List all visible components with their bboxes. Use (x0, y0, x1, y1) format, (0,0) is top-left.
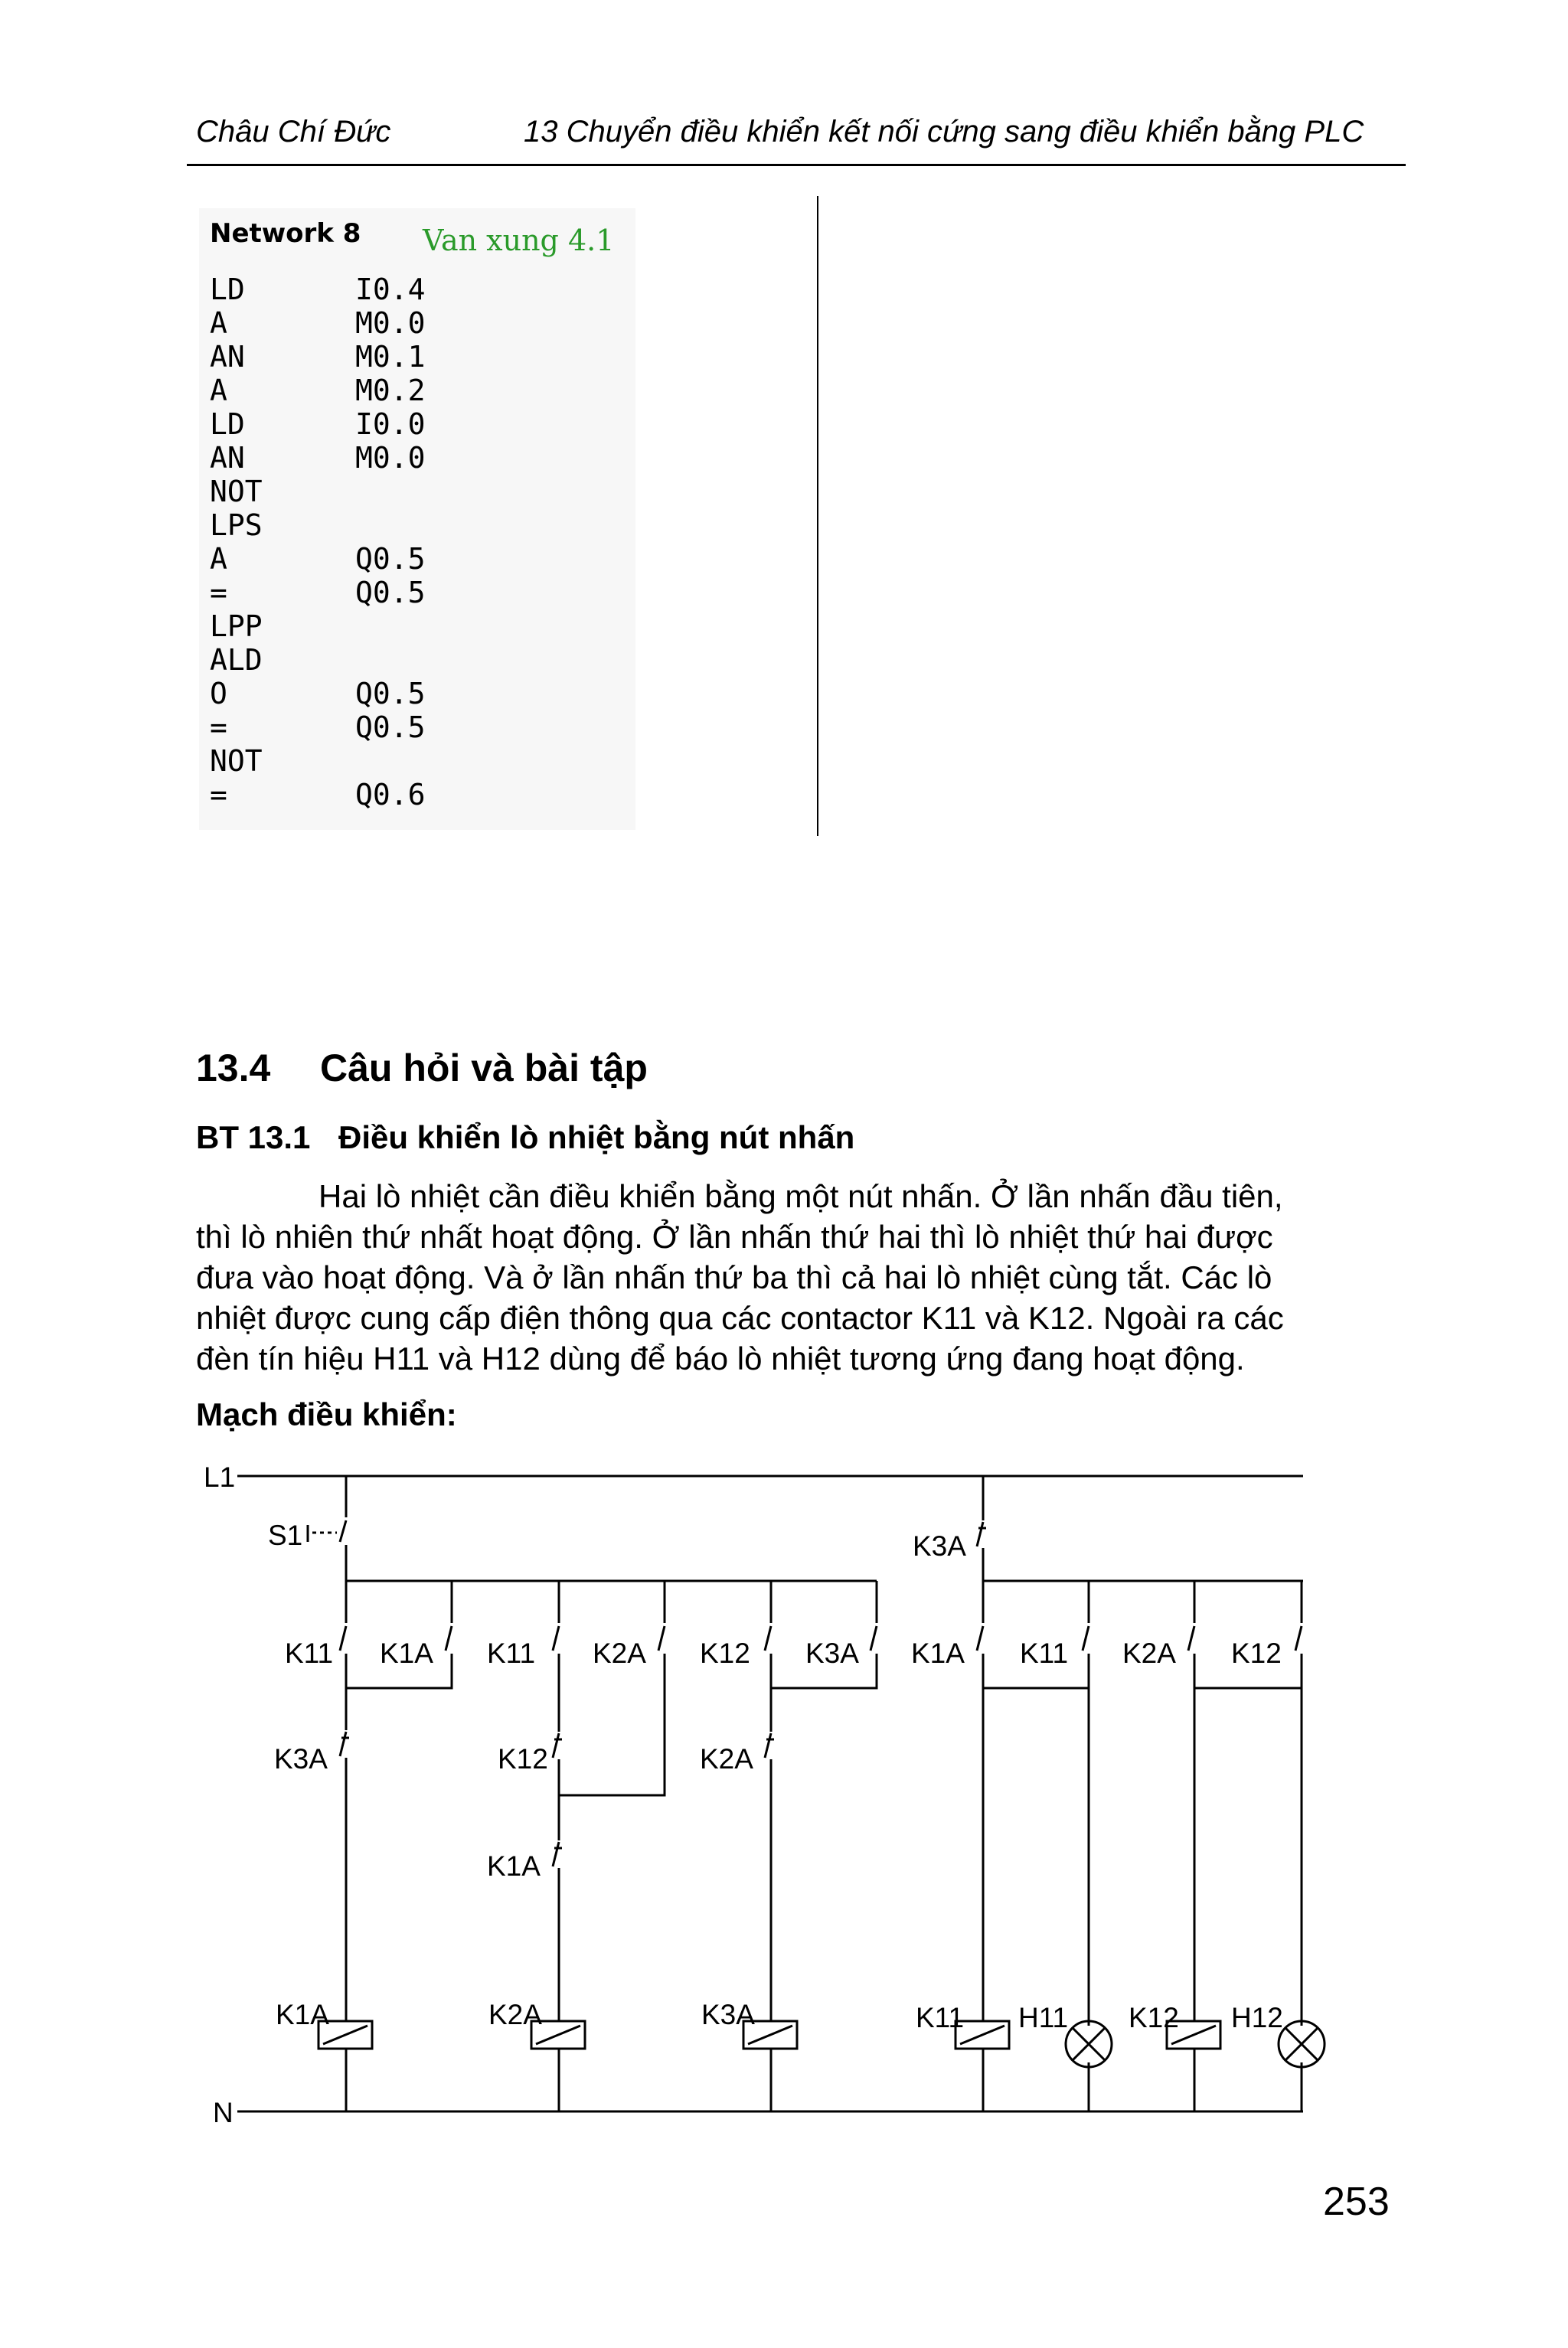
stl-operator: LPS (210, 508, 263, 542)
label-r1-k2a-right: K2A (1122, 1638, 1176, 1669)
stl-operator: = (210, 576, 227, 609)
label-r1-k11b: K11 (487, 1638, 536, 1669)
stl-operator: AN (210, 441, 245, 475)
label-lamp-h12: H12 (1231, 2002, 1283, 2033)
pushbutton-s1 (308, 1476, 346, 1581)
label-coil-k2a: K2A (488, 1999, 542, 2030)
label-coil-k3a: K3A (701, 1999, 755, 2030)
label-r1-k11: K11 (285, 1638, 334, 1669)
label-r1-k12: K12 (700, 1638, 750, 1669)
paragraph-line: thì lò nhiên thứ nhất hoạt động. Ở lần nhấn thứ hai thì lò nhiệt thứ hai được (196, 1219, 1273, 1255)
control-circuit-diagram (0, 1439, 1568, 2151)
label-s1: S1 (268, 1520, 303, 1551)
stl-line (210, 273, 426, 306)
stl-operator: LPP (210, 609, 263, 643)
stl-operator: AN (210, 340, 245, 374)
header-author: Châu Chí Đức (196, 115, 391, 149)
label-n: N (213, 2097, 234, 2128)
paragraph-line: nhiệt được cung cấp điện thông qua các contactor K11 và K12. Ngoài ra các (196, 1300, 1284, 1336)
stl-operator: = (210, 778, 227, 812)
stl-line (210, 475, 355, 508)
stl-operator: = (210, 710, 227, 744)
label-coil-k11: K11 (916, 2002, 965, 2033)
stl-operand: Q0.5 (355, 576, 426, 609)
stl-operand: Q0.5 (355, 710, 426, 744)
stl-line (210, 677, 426, 710)
page-number: 253 (1323, 2180, 1390, 2224)
stl-operand: Q0.5 (355, 677, 426, 710)
network-comment: Van xung 4.1 (423, 224, 615, 257)
label-l1: L1 (204, 1461, 236, 1493)
label-coil-k1a: K1A (276, 1999, 329, 2030)
label-r1-k1a-right: K1A (911, 1638, 965, 1669)
paragraph-line: đèn tín hiệu H11 và H12 dùng để báo lò nhiệt tương ứng đang hoạt động. (196, 1341, 1245, 1376)
label-r1-k11-right: K11 (1020, 1638, 1069, 1669)
stl-operator: A (210, 306, 227, 340)
stl-operand: I0.4 (355, 273, 426, 306)
stl-line (210, 508, 355, 542)
exercise-heading: Điều khiển lò nhiệt bằng nút nhấn (338, 1119, 855, 1155)
stl-line (210, 542, 426, 576)
label-r3-k1a: K1A (487, 1850, 541, 1882)
label-r2-k3a: K3A (274, 1743, 328, 1775)
label-coil-k12: K12 (1129, 2002, 1179, 2033)
stl-operator: NOT (210, 475, 263, 508)
stl-operator: ALD (210, 643, 263, 677)
stl-line (210, 374, 426, 407)
stl-line (210, 306, 426, 340)
stl-operand: I0.0 (355, 407, 426, 441)
circuit-heading: Mạch điều khiển: (196, 1396, 457, 1432)
stl-line (210, 576, 426, 609)
stl-operator: O (210, 677, 227, 710)
label-r1-k3a: K3A (805, 1638, 859, 1669)
network-title: Network 8 (210, 218, 361, 249)
header-rule (187, 164, 1406, 166)
stl-operand: M0.0 (355, 441, 426, 475)
stl-line (210, 340, 426, 374)
label-r2-k12: K12 (498, 1743, 548, 1775)
paragraph-line: đưa vào hoạt động. Và ở lần nhấn thứ ba thì cả hai lò nhiệt cùng tắt. Các lò (196, 1259, 1272, 1295)
label-r2-k2a: K2A (700, 1743, 753, 1775)
stl-line (210, 441, 426, 475)
stl-operator: NOT (210, 744, 263, 778)
stl-line (210, 643, 355, 677)
section-title (196, 1046, 648, 1090)
stl-operator: A (210, 542, 227, 576)
exercise-description (196, 1176, 1390, 1379)
label-r1-k12-right: K12 (1231, 1638, 1282, 1669)
paragraph-line: Hai lò nhiệt cần điều khiển bằng một nút nhấn. Ở lần nhấn đầu tiên, (318, 1178, 1283, 1214)
stl-operand: M0.2 (355, 374, 426, 407)
stl-operator: LD (210, 407, 245, 441)
section-number: 13.4 (196, 1047, 271, 1089)
stl-operand: Q0.6 (355, 778, 426, 812)
stl-line (210, 407, 426, 441)
stl-line (210, 710, 426, 744)
stl-operand: Q0.5 (355, 542, 426, 576)
section-heading: Câu hỏi và bài tập (320, 1047, 648, 1089)
column-divider (817, 196, 818, 836)
stl-operand: M0.0 (355, 306, 426, 340)
exercise-number: BT 13.1 (196, 1119, 311, 1155)
label-r1-k1a: K1A (380, 1638, 433, 1669)
stl-line (210, 744, 355, 778)
stl-line (210, 609, 355, 643)
stl-operator: A (210, 374, 227, 407)
stl-line (210, 778, 426, 812)
stl-operator: LD (210, 273, 245, 306)
stl-operand: M0.1 (355, 340, 426, 374)
label-r1-k2a: K2A (593, 1638, 646, 1669)
header-chapter: 13 Chuyển điều khiển kết nối cứng sang điều khiển bằng PLC (524, 115, 1364, 149)
label-k3a-top: K3A (913, 1530, 966, 1562)
label-lamp-h11: H11 (1018, 2002, 1069, 2033)
exercise-title (196, 1119, 854, 1156)
